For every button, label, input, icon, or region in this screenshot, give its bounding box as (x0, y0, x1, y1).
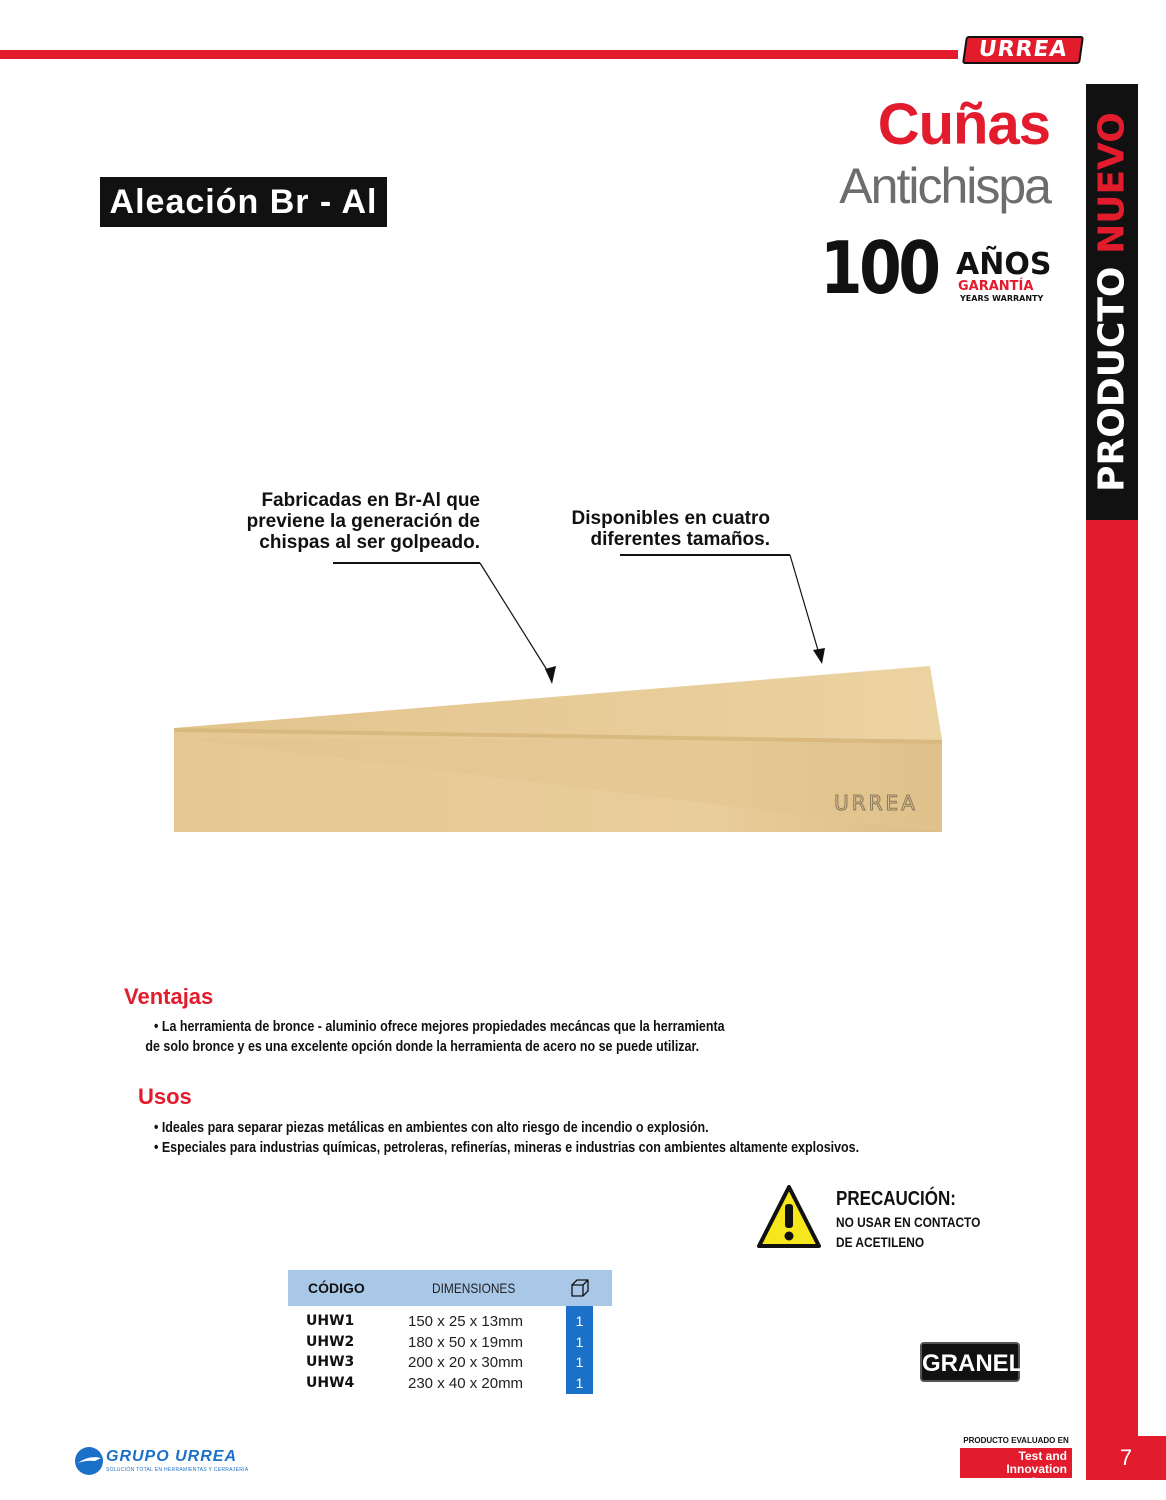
center-line: Test and Innovation (1006, 1449, 1067, 1476)
precaution-text (836, 1212, 980, 1252)
column-header-code: CÓDIGO (308, 1280, 365, 1296)
granel-badge: GRANEL (920, 1342, 1020, 1382)
page-number: 7 (1086, 1436, 1166, 1480)
warranty-garantia: GARANTÍA (958, 279, 1034, 294)
urrea-logo: URREA (962, 36, 1084, 64)
warranty-years: AÑOS (956, 247, 1052, 282)
precaution-line: DE ACETILENO (836, 1234, 925, 1250)
page-title: Cuñas (877, 92, 1050, 157)
wedge-engraving: URREA (834, 791, 918, 815)
warranty-badge (820, 228, 1056, 308)
center-line: Center (1028, 1475, 1067, 1489)
side-band-red (1086, 520, 1138, 1436)
row-code: UHW4 (306, 1375, 355, 1391)
banner-word-producto: PRODUCTO (1091, 266, 1133, 492)
table-row (288, 1332, 612, 1353)
warranty-english: YEARS WARRANTY (960, 294, 1044, 303)
row-dimensions: 150 x 25 x 13mm (408, 1313, 524, 1330)
usos-line: • Ideales para separar piezas metálicas en ambientes con alto riesgo de incendio o explosión. (154, 1120, 709, 1136)
row-code: UHW2 (306, 1334, 355, 1350)
warranty-number: 100 (820, 226, 938, 310)
callout-line: Fabricadas en Br-Al que (261, 490, 480, 511)
row-dimensions: 230 x 40 x 20mm (408, 1375, 524, 1392)
usos-heading: Usos (138, 1084, 192, 1109)
grupo-urrea-tagline: SOLUCIÓN TOTAL EN HERRAMIENTAS Y CERRAJERÍA (106, 1467, 249, 1473)
callout-arrowhead (545, 666, 556, 684)
row-dimensions: 180 x 50 x 19mm (408, 1334, 524, 1351)
row-qty: 1 (575, 1354, 584, 1370)
callout-line: Disponibles en cuatro (571, 508, 770, 529)
table-row (288, 1352, 612, 1373)
alloy-label: Aleación Br - Al (100, 177, 387, 227)
page-subtitle: Antichispa (839, 158, 1050, 214)
row-qty: 1 (575, 1375, 584, 1391)
table-row (288, 1373, 612, 1394)
table-header (288, 1270, 612, 1306)
table-row (288, 1311, 612, 1332)
ventajas-heading: Ventajas (124, 984, 214, 1009)
row-code: UHW3 (306, 1354, 355, 1370)
column-header-dimensions: DIMENSIONES (432, 1280, 516, 1296)
row-qty: 1 (575, 1313, 584, 1329)
warning-icon (756, 1184, 822, 1250)
row-code: UHW1 (306, 1313, 355, 1329)
callout-line: diferentes tamaños. (590, 529, 770, 550)
row-dimensions: 200 x 20 x 30mm (408, 1354, 524, 1371)
precaution-heading: PRECAUCIÓN: (836, 1188, 956, 1210)
test-innovation-center-logo (960, 1448, 1072, 1489)
box-icon (570, 1278, 590, 1298)
usos-line: • Especiales para industrias químicas, petroleras, refinerías, mineras e industrias con ambientes altamente explosivos. (154, 1140, 860, 1156)
ventajas-line: de solo bronce y es una excelente opción donde la herramienta de acero no se puede utilizar. (145, 1039, 700, 1055)
callout-line: previene la generación de (246, 511, 480, 532)
usos-text (154, 1118, 859, 1158)
wedge-product-image (0, 540, 1000, 860)
row-qty: 1 (575, 1334, 584, 1350)
precaution-line: NO USAR EN CONTACTO (836, 1214, 981, 1230)
callout-leader (480, 563, 552, 678)
grupo-urrea-logo: GRUPO URREA (106, 1448, 238, 1465)
wedge-top-face (174, 666, 942, 740)
grupo-urrea-logo-icon (74, 1446, 104, 1476)
header-rule (0, 50, 958, 59)
callout-leader (790, 555, 820, 657)
evaluated-label: PRODUCTO EVALUADO EN (963, 1436, 1069, 1445)
ventajas-text (145, 1017, 725, 1057)
callout-line: chispas al ser golpeado. (259, 532, 480, 553)
ventajas-line: • La herramienta de bronce - aluminio ofrece mejores propiedades mecáncas que la herramienta (154, 1019, 725, 1035)
new-product-banner (1086, 84, 1138, 520)
callout-arrowhead (813, 648, 825, 664)
banner-word-nuevo: NUEVO (1091, 112, 1133, 254)
